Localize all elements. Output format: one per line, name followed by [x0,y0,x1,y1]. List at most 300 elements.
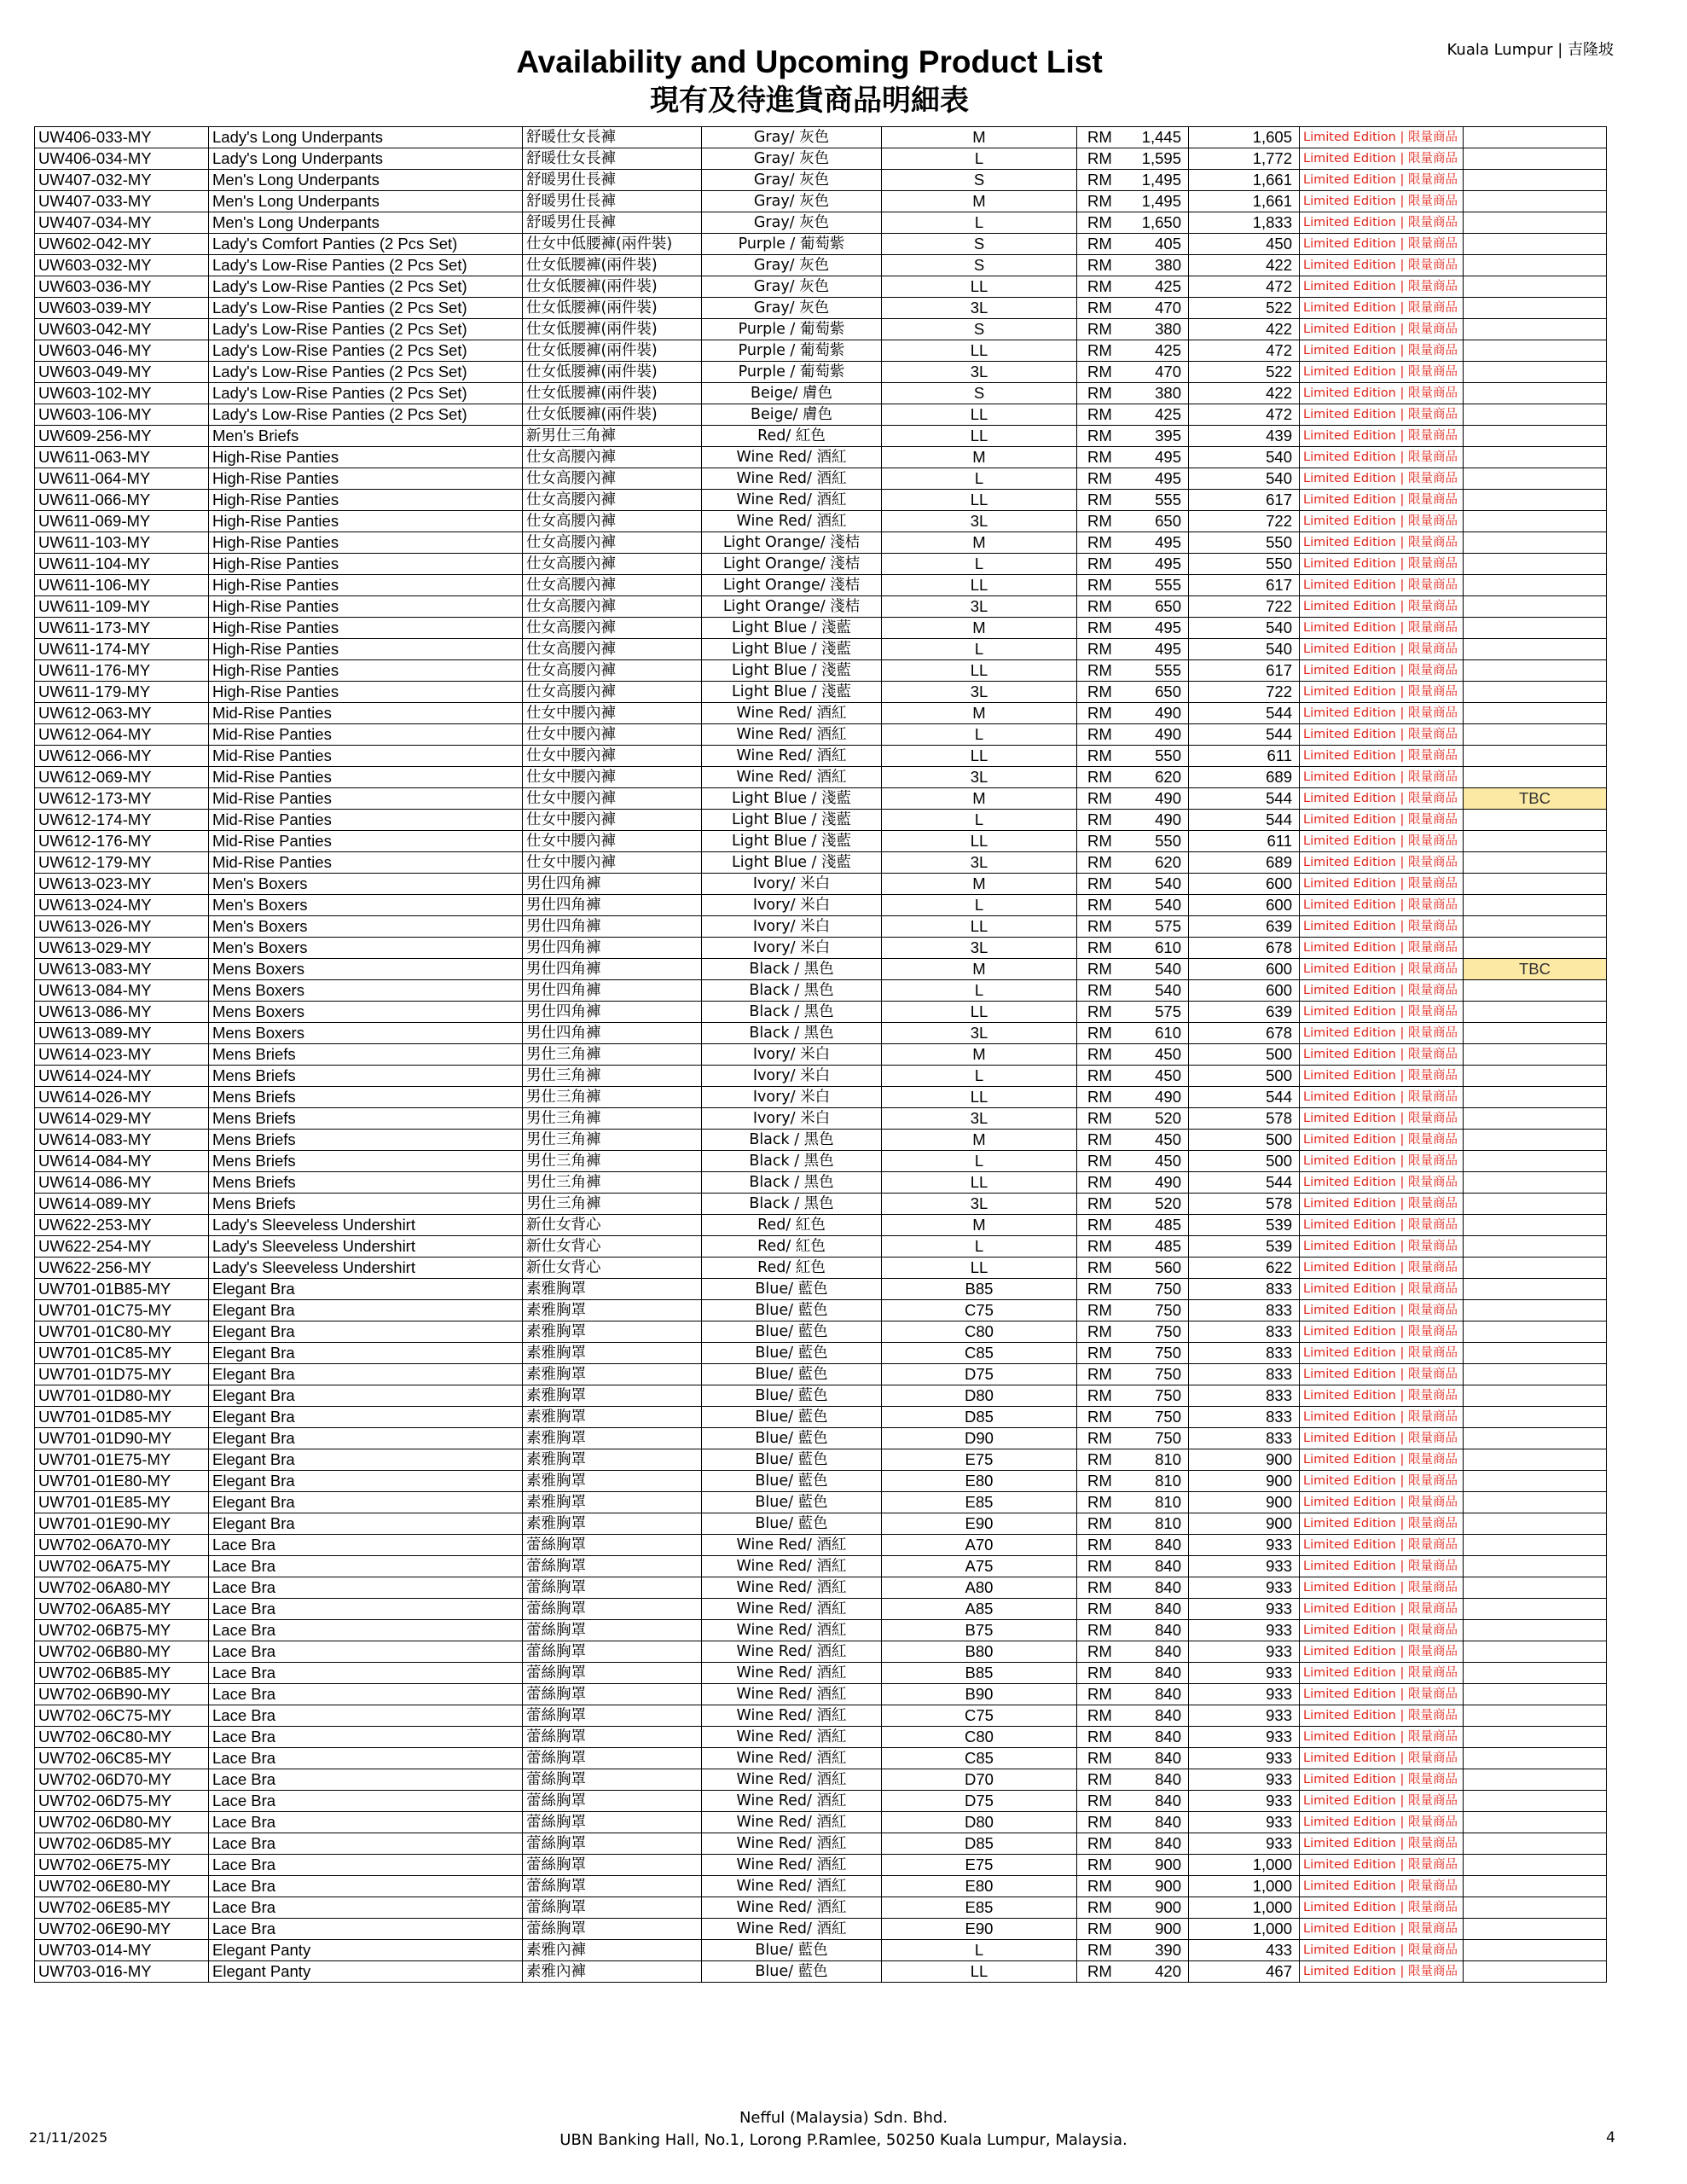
price-cell: 600 [1189,980,1300,1002]
currency-label: RM [1087,512,1112,530]
size-cell: LL [882,746,1077,767]
table-row [35,1236,1607,1258]
currency-cell [1077,554,1189,575]
color-cell: Blue/ 藍色 [702,1513,882,1535]
price-cell: 1,000 [1189,1876,1300,1897]
size-cell: LL [882,831,1077,852]
price-cell: 500 [1189,1066,1300,1087]
tbc-cell [1464,170,1607,191]
size-cell: D80 [882,1385,1077,1407]
status-cell: Limited Edition | 限量商品 [1300,596,1464,618]
product-name-en-cell: Men's Boxers [209,874,523,895]
tbc-cell [1464,554,1607,575]
price-cell: 540 [1189,468,1300,490]
product-name-en-cell: Lace Bra [209,1833,523,1855]
currency-cell [1077,1407,1189,1428]
product-name-zh-cell: 仕女高腰內褲 [523,596,702,618]
color-cell: Wine Red/ 酒紅 [702,1876,882,1897]
color-cell: Wine Red/ 酒紅 [702,1833,882,1855]
tbc-cell [1464,383,1607,404]
color-cell: Gray/ 灰色 [702,170,882,191]
status-cell: Limited Edition | 限量商品 [1300,1577,1464,1599]
table-row [35,340,1607,362]
product-code-cell: UW703-016-MY [35,1961,209,1983]
table-row [35,447,1607,468]
table-row [35,660,1607,682]
product-name-zh-cell: 蕾絲胸罩 [523,1769,702,1791]
currency-label: RM [1087,619,1112,636]
currency-cell [1077,170,1189,191]
status-cell: Limited Edition | 限量商品 [1300,1364,1464,1385]
size-cell: L [882,212,1077,234]
product-code-cell: UW613-029-MY [35,938,209,959]
product-code-cell: UW702-06C75-MY [35,1705,209,1727]
product-code-cell: UW611-104-MY [35,554,209,575]
product-name-en-cell: Men's Boxers [209,895,523,916]
product-name-en-cell: Mid-Rise Panties [209,831,523,852]
table-row [35,1279,1607,1300]
price-cell: 900 [1189,1513,1300,1535]
table-row [35,298,1607,319]
tbc-cell [1464,618,1607,639]
product-name-zh-cell: 仕女低腰褲(兩件裝) [523,383,702,404]
price-cell: 1,000 [1189,1897,1300,1919]
color-cell: Light Orange/ 淺桔 [702,596,882,618]
price-cell: 540 [1189,447,1300,468]
product-code-cell: UW701-01D80-MY [35,1385,209,1407]
size-cell: C80 [882,1727,1077,1748]
table-row [35,319,1607,340]
tbc-cell [1464,1812,1607,1833]
product-name-en-cell: Men's Long Underpants [209,191,523,212]
status-cell: Limited Edition | 限量商品 [1300,1215,1464,1236]
product-name-zh-cell: 蕾絲胸罩 [523,1919,702,1940]
product-name-en-cell: Lace Bra [209,1684,523,1705]
product-name-en-cell: High-Rise Panties [209,682,523,703]
member-price: 650 [1155,682,1181,700]
tbc-cell [1464,1748,1607,1769]
status-cell: Limited Edition | 限量商品 [1300,1556,1464,1577]
size-cell: M [882,1215,1077,1236]
table-row [35,1023,1607,1044]
currency-cell [1077,1428,1189,1449]
price-cell: 833 [1189,1364,1300,1385]
status-cell: Limited Edition | 限量商品 [1300,1087,1464,1108]
color-cell: Blue/ 藍色 [702,1449,882,1471]
tbc-cell [1464,1791,1607,1812]
size-cell: LL [882,1002,1077,1023]
currency-cell [1077,1449,1189,1471]
currency-cell [1077,1258,1189,1279]
size-cell: B85 [882,1279,1077,1300]
status-cell: Limited Edition | 限量商品 [1300,1023,1464,1044]
status-cell: Limited Edition | 限量商品 [1300,1449,1464,1471]
tbc-cell [1464,938,1607,959]
currency-cell [1077,1385,1189,1407]
table-row [35,1449,1607,1471]
member-price: 485 [1155,1216,1181,1234]
tbc-cell: TBC [1464,959,1607,980]
table-row [35,1556,1607,1577]
price-cell: 600 [1189,959,1300,980]
product-code-cell: UW614-023-MY [35,1044,209,1066]
size-cell: L [882,895,1077,916]
color-cell: Ivory/ 米白 [702,1087,882,1108]
status-cell: Limited Edition | 限量商品 [1300,1791,1464,1812]
product-name-en-cell: Lace Bra [209,1535,523,1556]
product-code-cell: UW612-173-MY [35,788,209,810]
price-cell: 639 [1189,916,1300,938]
status-cell: Limited Edition | 限量商品 [1300,127,1464,148]
tbc-cell [1464,1769,1607,1791]
price-cell: 539 [1189,1215,1300,1236]
status-cell: Limited Edition | 限量商品 [1300,1727,1464,1748]
product-code-cell: UW612-174-MY [35,810,209,831]
price-cell: 933 [1189,1684,1300,1705]
table-row [35,1641,1607,1663]
member-price: 450 [1155,1045,1181,1063]
table-row [35,383,1607,404]
currency-label: RM [1087,1834,1112,1852]
product-name-en-cell: Elegant Bra [209,1321,523,1343]
tbc-cell [1464,1620,1607,1641]
size-cell: B85 [882,1663,1077,1684]
currency-label: RM [1087,405,1112,423]
product-code-cell: UW701-01D85-MY [35,1407,209,1428]
currency-cell [1077,276,1189,298]
color-cell: Ivory/ 米白 [702,895,882,916]
currency-cell [1077,255,1189,276]
currency-label: RM [1087,256,1112,274]
table-row [35,1215,1607,1236]
product-code-cell: UW614-029-MY [35,1108,209,1130]
status-cell: Limited Edition | 限量商品 [1300,1236,1464,1258]
product-name-en-cell: Elegant Bra [209,1407,523,1428]
table-row [35,1343,1607,1364]
color-cell: Light Blue / 淺藍 [702,618,882,639]
product-name-en-cell: Elegant Bra [209,1279,523,1300]
currency-cell [1077,1876,1189,1897]
price-cell: 522 [1189,298,1300,319]
status-cell: Limited Edition | 限量商品 [1300,746,1464,767]
table-row [35,234,1607,255]
member-price: 840 [1155,1621,1181,1639]
price-cell: 933 [1189,1769,1300,1791]
member-price: 540 [1155,874,1181,892]
table-row [35,532,1607,554]
product-name-zh-cell: 仕女中腰內褲 [523,724,702,746]
color-cell: Wine Red/ 酒紅 [702,1663,882,1684]
currency-label: RM [1087,1429,1112,1447]
table-row [35,618,1607,639]
tbc-cell [1464,575,1607,596]
product-name-en-cell: Lace Bra [209,1855,523,1876]
product-code-cell: UW611-173-MY [35,618,209,639]
tbc-cell [1464,1855,1607,1876]
currency-cell [1077,575,1189,596]
size-cell: S [882,170,1077,191]
currency-cell [1077,234,1189,255]
tbc-cell [1464,148,1607,170]
currency-label: RM [1087,469,1112,487]
title-chinese: 現有及待進貨商品明細表 [650,84,969,118]
currency-label: RM [1087,277,1112,295]
size-cell: LL [882,426,1077,447]
product-code-cell: UW701-01B85-MY [35,1279,209,1300]
product-name-zh-cell: 素雅內褲 [523,1940,702,1961]
currency-cell [1077,1023,1189,1044]
status-cell: Limited Edition | 限量商品 [1300,234,1464,255]
currency-cell [1077,127,1189,148]
price-cell: 933 [1189,1748,1300,1769]
currency-cell [1077,1471,1189,1492]
tbc-cell [1464,874,1607,895]
size-cell: S [882,255,1077,276]
currency-label: RM [1087,1600,1112,1618]
tbc-cell [1464,1194,1607,1215]
color-cell: Ivory/ 米白 [702,1066,882,1087]
member-price: 490 [1155,789,1181,807]
size-cell: LL [882,1087,1077,1108]
currency-cell [1077,298,1189,319]
currency-label: RM [1087,640,1112,658]
status-cell: Limited Edition | 限量商品 [1300,1279,1464,1300]
product-name-en-cell: High-Rise Panties [209,639,523,660]
product-name-zh-cell: 新仕女背心 [523,1215,702,1236]
size-cell: M [882,447,1077,468]
tbc-cell [1464,276,1607,298]
color-cell: Black / 黑色 [702,1023,882,1044]
currency-cell [1077,1108,1189,1130]
color-cell: Blue/ 藍色 [702,1300,882,1321]
currency-label: RM [1087,1450,1112,1468]
table-row [35,1833,1607,1855]
table-row [35,788,1607,810]
status-cell: Limited Edition | 限量商品 [1300,298,1464,319]
currency-cell [1077,1940,1189,1961]
price-cell: 689 [1189,767,1300,788]
member-price: 900 [1155,1877,1181,1895]
product-name-en-cell: Lace Bra [209,1641,523,1663]
member-price: 495 [1155,533,1181,551]
currency-label: RM [1087,1109,1112,1127]
member-price: 1,595 [1141,149,1181,167]
table-row [35,1194,1607,1215]
currency-label: RM [1087,682,1112,700]
tbc-cell [1464,916,1607,938]
product-code-cell: UW614-084-MY [35,1151,209,1172]
currency-label: RM [1087,1920,1112,1937]
table-row [35,1044,1607,1066]
product-code-cell: UW611-103-MY [35,532,209,554]
status-cell: Limited Edition | 限量商品 [1300,362,1464,383]
product-code-cell: UW603-049-MY [35,362,209,383]
price-cell: 678 [1189,938,1300,959]
member-price: 425 [1155,277,1181,295]
product-name-zh-cell: 仕女中腰內褲 [523,767,702,788]
currency-label: RM [1087,1536,1112,1554]
price-cell: 833 [1189,1407,1300,1428]
member-price: 540 [1155,896,1181,914]
tbc-cell [1464,1385,1607,1407]
currency-label: RM [1087,576,1112,594]
color-cell: Light Orange/ 淺桔 [702,554,882,575]
color-cell: Light Blue / 淺藍 [702,810,882,831]
product-code-cell: UW603-039-MY [35,298,209,319]
product-name-en-cell: Lady's Sleeveless Undershirt [209,1215,523,1236]
product-code-cell: UW603-042-MY [35,319,209,340]
price-cell: 544 [1189,1087,1300,1108]
product-code-cell: UW613-026-MY [35,916,209,938]
size-cell: L [882,980,1077,1002]
table-row [35,895,1607,916]
price-cell: 544 [1189,1172,1300,1194]
product-name-zh-cell: 蕾絲胸罩 [523,1876,702,1897]
product-code-cell: UW613-024-MY [35,895,209,916]
currency-label: RM [1087,1706,1112,1724]
product-name-zh-cell: 舒暖男仕長褲 [523,170,702,191]
product-name-en-cell: Lace Bra [209,1727,523,1748]
status-cell: Limited Edition | 限量商品 [1300,1876,1464,1897]
currency-label: RM [1087,128,1112,146]
price-cell: 722 [1189,511,1300,532]
tbc-cell [1464,468,1607,490]
status-cell: Limited Edition | 限量商品 [1300,1940,1464,1961]
currency-cell [1077,1620,1189,1641]
status-cell: Limited Edition | 限量商品 [1300,468,1464,490]
status-cell: Limited Edition | 限量商品 [1300,1620,1464,1641]
table-row [35,682,1607,703]
size-cell: 3L [882,1108,1077,1130]
color-cell: Light Orange/ 淺桔 [702,532,882,554]
currency-cell [1077,1513,1189,1535]
table-row [35,1897,1607,1919]
status-cell: Limited Edition | 限量商品 [1300,1748,1464,1769]
product-name-en-cell: Mid-Rise Panties [209,810,523,831]
member-price: 495 [1155,555,1181,572]
size-cell: S [882,319,1077,340]
currency-cell [1077,682,1189,703]
table-row [35,362,1607,383]
size-cell: S [882,234,1077,255]
table-row [35,1663,1607,1684]
currency-label: RM [1087,1685,1112,1703]
member-price: 810 [1155,1514,1181,1532]
currency-cell [1077,895,1189,916]
product-name-zh-cell: 仕女中腰內褲 [523,746,702,767]
status-cell: Limited Edition | 限量商品 [1300,916,1464,938]
member-price: 380 [1155,384,1181,402]
status-cell: Limited Edition | 限量商品 [1300,1407,1464,1428]
color-cell: Wine Red/ 酒紅 [702,1556,882,1577]
status-cell: Limited Edition | 限量商品 [1300,1641,1464,1663]
price-cell: 1,000 [1189,1855,1300,1876]
product-name-zh-cell: 仕女低腰褲(兩件裝) [523,255,702,276]
currency-cell [1077,703,1189,724]
size-cell: 3L [882,596,1077,618]
price-cell: 617 [1189,660,1300,682]
product-code-cell: UW612-069-MY [35,767,209,788]
currency-cell [1077,938,1189,959]
currency-cell [1077,1300,1189,1321]
tbc-cell [1464,1663,1607,1684]
tbc-cell [1464,1343,1607,1364]
currency-cell [1077,1577,1189,1599]
product-code-cell: UW407-034-MY [35,212,209,234]
currency-label: RM [1087,1002,1112,1020]
member-price: 450 [1155,1130,1181,1148]
table-row [35,980,1607,1002]
currency-label: RM [1087,1258,1112,1276]
status-cell: Limited Edition | 限量商品 [1300,212,1464,234]
size-cell: C85 [882,1343,1077,1364]
status-cell: Limited Edition | 限量商品 [1300,618,1464,639]
tbc-cell [1464,1577,1607,1599]
price-cell: 622 [1189,1258,1300,1279]
table-row [35,1066,1607,1087]
size-cell: D70 [882,1769,1077,1791]
product-name-zh-cell: 素雅胸罩 [523,1343,702,1364]
currency-label: RM [1087,299,1112,317]
status-cell: Limited Edition | 限量商品 [1300,938,1464,959]
price-cell: 1,000 [1189,1919,1300,1940]
member-price: 380 [1155,320,1181,338]
price-cell: 600 [1189,895,1300,916]
status-cell: Limited Edition | 限量商品 [1300,810,1464,831]
product-name-zh-cell: 素雅胸罩 [523,1492,702,1513]
status-cell: Limited Edition | 限量商品 [1300,1385,1464,1407]
member-price: 520 [1155,1109,1181,1127]
status-cell: Limited Edition | 限量商品 [1300,1919,1464,1940]
product-code-cell: UW406-034-MY [35,148,209,170]
product-code-cell: UW609-256-MY [35,426,209,447]
price-cell: 550 [1189,532,1300,554]
product-code-cell: UW603-102-MY [35,383,209,404]
product-name-en-cell: Lace Bra [209,1748,523,1769]
tbc-cell: TBC [1464,788,1607,810]
product-name-en-cell: Lady's Low-Rise Panties (2 Pcs Set) [209,383,523,404]
product-code-cell: UW702-06D80-MY [35,1812,209,1833]
table-row [35,1599,1607,1620]
tbc-cell [1464,1599,1607,1620]
currency-label: RM [1087,1621,1112,1639]
price-cell: 1,833 [1189,212,1300,234]
table-row [35,1172,1607,1194]
currency-label: RM [1087,1941,1112,1959]
member-price: 840 [1155,1834,1181,1852]
status-cell: Limited Edition | 限量商品 [1300,1535,1464,1556]
color-cell: Wine Red/ 酒紅 [702,1769,882,1791]
tbc-cell [1464,1087,1607,1108]
member-price: 1,495 [1141,192,1181,210]
member-price: 575 [1155,917,1181,935]
status-cell: Limited Edition | 限量商品 [1300,148,1464,170]
product-name-en-cell: Elegant Bra [209,1513,523,1535]
product-code-cell: UW622-254-MY [35,1236,209,1258]
table-row [35,1961,1607,1983]
currency-cell [1077,831,1189,852]
table-row [35,1727,1607,1748]
currency-cell [1077,1364,1189,1385]
color-cell: Blue/ 藍色 [702,1407,882,1428]
member-price: 840 [1155,1728,1181,1745]
tbc-cell [1464,511,1607,532]
currency-cell [1077,959,1189,980]
tbc-cell [1464,1727,1607,1748]
member-price: 540 [1155,960,1181,978]
currency-label: RM [1087,725,1112,743]
tbc-cell [1464,362,1607,383]
